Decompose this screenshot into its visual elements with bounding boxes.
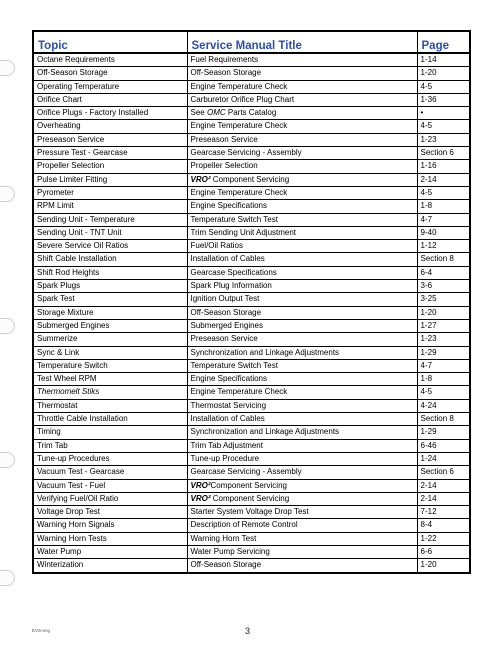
topic-cell: Pyrometer <box>33 186 187 199</box>
topic-cell: Voltage Drop Test <box>33 506 187 519</box>
title-cell <box>187 479 417 492</box>
page-cell: 1-22 <box>417 532 470 545</box>
table-row <box>33 492 470 505</box>
page-cell: 1-23 <box>417 333 470 346</box>
page-cell: 4-5 <box>417 186 470 199</box>
table-row <box>33 147 470 160</box>
title-cell: Gearcase Specifications <box>187 266 417 279</box>
title-cell: Warning Horn Test <box>187 532 417 545</box>
page-cell: 9-40 <box>417 226 470 239</box>
title-text: Component Servicing <box>210 493 290 503</box>
topic-cell: Spark Test <box>33 293 187 306</box>
title-cell: Description of Remote Control <box>187 519 417 532</box>
title-cell: Off-Season Storage <box>187 306 417 319</box>
table-row <box>33 280 470 293</box>
index-rows <box>33 53 470 573</box>
table-row <box>33 160 470 173</box>
page-cell: 8-4 <box>417 519 470 532</box>
topic-cell: Temperature Switch <box>33 359 187 372</box>
topic-cell: Throttle Cable Installation <box>33 413 187 426</box>
table-row <box>33 519 470 532</box>
topic-cell: Off-Season Storage <box>33 67 187 80</box>
topic-cell: Test Wheel RPM <box>33 373 187 386</box>
title-cell: Trim Tab Adjustment <box>187 439 417 452</box>
title-cell: Trim Sending Unit Adjustment <box>187 226 417 239</box>
title-cell: Spark Plug Information <box>187 280 417 293</box>
table-row <box>33 293 470 306</box>
topic-cell: Warning Horn Tests <box>33 532 187 545</box>
page-cell: Section 8 <box>417 413 470 426</box>
table-row <box>33 319 470 332</box>
table-row <box>33 479 470 492</box>
topic-cell: Shift Cable Installation <box>33 253 187 266</box>
table-row <box>33 173 470 186</box>
footer-code: EVS-eng <box>32 628 51 633</box>
topic-cell: Sending Unit - Temperature <box>33 213 187 226</box>
topic-cell: Verifying Fuel/Oil Ratio <box>33 492 187 505</box>
table-row <box>33 426 470 439</box>
table-row <box>33 240 470 253</box>
table-row <box>33 373 470 386</box>
table-row <box>33 333 470 346</box>
page-cell: 1-29 <box>417 346 470 359</box>
topic-cell: Vacuum Test - Fuel <box>33 479 187 492</box>
topic-cell: Shift Rod Heights <box>33 266 187 279</box>
title-suffix: Parts Catalog <box>225 108 277 118</box>
title-cell: Tune-up Procedure <box>187 452 417 465</box>
table-row <box>33 399 470 412</box>
title-cell: Temperature Switch Test <box>187 359 417 372</box>
page-cell: 4-7 <box>417 359 470 372</box>
brand-mark: VRO² <box>190 174 211 184</box>
topic-cell: Storage Mixture <box>33 306 187 319</box>
binder-hole-3 <box>0 318 15 334</box>
title-prefix: See <box>190 108 207 118</box>
title-cell: Starter System Voltage Drop Test <box>187 506 417 519</box>
page-cell: 3-25 <box>417 293 470 306</box>
table-row <box>33 306 470 319</box>
page-cell: 4-7 <box>417 213 470 226</box>
brand-mark: VRO² <box>190 480 211 490</box>
topic-cell: Orifice Plugs - Factory Installed <box>33 107 187 120</box>
table-row <box>33 93 470 106</box>
table-row <box>33 107 470 120</box>
binder-hole-5 <box>0 570 15 586</box>
page-cell: 4-5 <box>417 120 470 133</box>
table-row <box>33 346 470 359</box>
topic-cell: Thermomelt Stiks <box>33 386 187 399</box>
brand-mark: VRO² <box>190 493 211 503</box>
table-row <box>33 359 470 372</box>
topic-cell: Sending Unit - TNT Unit <box>33 226 187 239</box>
page-cell: 1-12 <box>417 240 470 253</box>
page-cell: 4-5 <box>417 386 470 399</box>
title-column-header: Service Manual Title <box>187 31 417 53</box>
page-number: 3 <box>245 626 251 636</box>
title-cell: Engine Temperature Check <box>187 120 417 133</box>
table-row <box>33 452 470 465</box>
page-cell: 4-5 <box>417 80 470 93</box>
table-row <box>33 506 470 519</box>
topic-cell: Water Pump <box>33 545 187 558</box>
binder-hole-4 <box>0 452 15 468</box>
page-cell: 1-29 <box>417 426 470 439</box>
table-row <box>33 253 470 266</box>
title-cell: Off-Season Storage <box>187 67 417 80</box>
title-cell: Submerged Engines <box>187 319 417 332</box>
table-row <box>33 439 470 452</box>
page-cell: 6-4 <box>417 266 470 279</box>
page-column-header: Page <box>417 31 470 53</box>
table-row <box>33 133 470 146</box>
title-cell <box>187 173 417 186</box>
title-cell: Engine Temperature Check <box>187 80 417 93</box>
table-row <box>33 120 470 133</box>
header-row <box>33 31 470 53</box>
table-row <box>33 67 470 80</box>
topic-cell: Submerged Engines <box>33 319 187 332</box>
title-cell: Water Pump Servicing <box>187 545 417 558</box>
title-cell: Fuel Requirements <box>187 53 417 67</box>
page-cell: 2-14 <box>417 492 470 505</box>
page-cell: Section 6 <box>417 147 470 160</box>
table-row <box>33 80 470 93</box>
topic-cell: Vacuum Test - Gearcase <box>33 466 187 479</box>
title-cell: Carburetor Orifice Plug Chart <box>187 93 417 106</box>
table-row <box>33 413 470 426</box>
page-cell: Section 8 <box>417 253 470 266</box>
topic-cell: Octane Requirements <box>33 53 187 67</box>
topic-cell: RPM Limit <box>33 200 187 213</box>
table-row <box>33 559 470 573</box>
page-cell: 1-27 <box>417 319 470 332</box>
title-cell: Engine Specifications <box>187 373 417 386</box>
title-cell: Fuel/Oil Ratios <box>187 240 417 253</box>
topic-cell: Operating Temperature <box>33 80 187 93</box>
topic-cell: Tune-up Procedures <box>33 452 187 465</box>
table-row <box>33 226 470 239</box>
title-cell <box>187 492 417 505</box>
page-cell: 1-23 <box>417 133 470 146</box>
topic-cell: Winterization <box>33 559 187 573</box>
topic-cell: Overheating <box>33 120 187 133</box>
topic-cell: Spark Plugs <box>33 280 187 293</box>
page-cell: 1-36 <box>417 93 470 106</box>
page-cell: 4-24 <box>417 399 470 412</box>
topic-cell: Pulse Limiter Fitting <box>33 173 187 186</box>
table-row <box>33 53 470 67</box>
table-row <box>33 200 470 213</box>
title-cell: Gearcase Servicing - Assembly <box>187 466 417 479</box>
table-row <box>33 213 470 226</box>
title-cell: Engine Temperature Check <box>187 386 417 399</box>
page-cell: 1-20 <box>417 306 470 319</box>
page-cell: 7-12 <box>417 506 470 519</box>
title-cell: Synchronization and Linkage Adjustments <box>187 426 417 439</box>
page-cell: 3-6 <box>417 280 470 293</box>
title-cell: Preseason Service <box>187 333 417 346</box>
topic-cell: Summerize <box>33 333 187 346</box>
topic-cell: Preseason Service <box>33 133 187 146</box>
page-cell: 6-6 <box>417 545 470 558</box>
topic-cell: Timing <box>33 426 187 439</box>
topic-cell: Propeller Selection <box>33 160 187 173</box>
page-cell: 1-20 <box>417 67 470 80</box>
title-cell: Installation of Cables <box>187 253 417 266</box>
page-cell: 6-46 <box>417 439 470 452</box>
topic-cell: Severe Service Oil Ratios <box>33 240 187 253</box>
table-row <box>33 532 470 545</box>
title-cell: Ignition Output Test <box>187 293 417 306</box>
title-cell: Thermostat Servicing <box>187 399 417 412</box>
page-cell: 2-14 <box>417 479 470 492</box>
topic-column-header: Topic <box>33 31 187 53</box>
page-cell: 2-14 <box>417 173 470 186</box>
topic-cell: Orifice Chart <box>33 93 187 106</box>
topic-cell: Sync & Link <box>33 346 187 359</box>
page-cell: 1-8 <box>417 373 470 386</box>
page-cell: 1-24 <box>417 452 470 465</box>
title-text: Component Servicing <box>210 174 290 184</box>
page-cell: • <box>417 107 470 120</box>
topic-cell: Thermostat <box>33 399 187 412</box>
title-text: Component Servicing <box>210 480 287 490</box>
topic-cell: Pressure Test - Gearcase <box>33 147 187 160</box>
page-cell: 1-20 <box>417 559 470 573</box>
table-row <box>33 186 470 199</box>
table-row <box>33 386 470 399</box>
title-cell: Engine Temperature Check <box>187 186 417 199</box>
title-cell: Propeller Selection <box>187 160 417 173</box>
title-cell: Synchronization and Linkage Adjustments <box>187 346 417 359</box>
page-cell: 1-14 <box>417 53 470 67</box>
title-cell: Gearcase Servicing - Assembly <box>187 147 417 160</box>
title-cell <box>187 107 417 120</box>
binder-hole-1 <box>0 60 15 76</box>
title-cell: Off-Season Storage <box>187 559 417 573</box>
index-table <box>32 30 471 574</box>
page-cell: 1-8 <box>417 200 470 213</box>
table-row <box>33 266 470 279</box>
page-cell: Section 6 <box>417 466 470 479</box>
page-cell: 1-16 <box>417 160 470 173</box>
title-emphasis: OMC <box>206 108 226 118</box>
title-cell: Temperature Switch Test <box>187 213 417 226</box>
topic-cell: Trim Tab <box>33 439 187 452</box>
table-row <box>33 466 470 479</box>
title-cell: Preseason Service <box>187 133 417 146</box>
title-cell: Engine Specifications <box>187 200 417 213</box>
topic-cell: Warning Horn Signals <box>33 519 187 532</box>
title-cell: Installation of Cables <box>187 413 417 426</box>
table-row <box>33 545 470 558</box>
binder-hole-2 <box>0 186 15 202</box>
